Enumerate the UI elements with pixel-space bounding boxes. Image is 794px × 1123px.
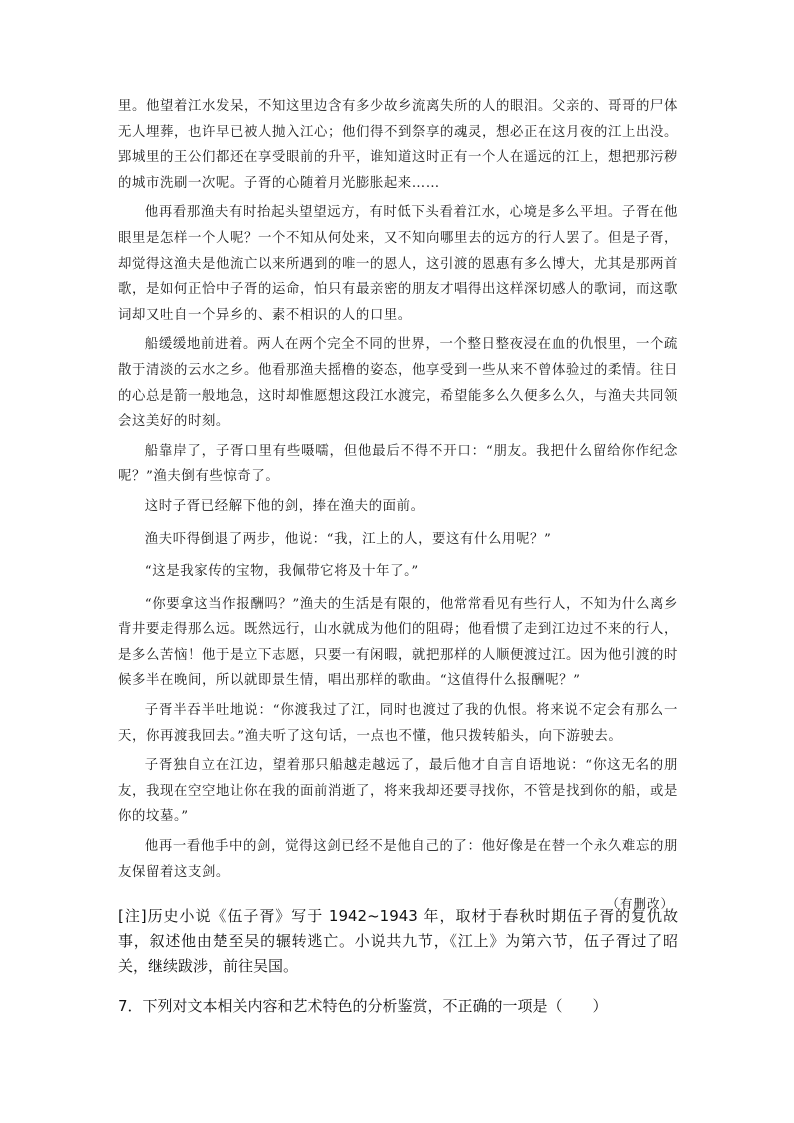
passage-paragraph-3: 船缓缓地前进着。两人在两个完全不同的世界，一个整日整夜浸在血的仇恨里，一个疏散于清淡的云水之乡。他看那渔夫摇橹的姿态，他享受到一些从来不曾体验过的柔情。往日的心总是箭一般地急，这时却惟愿想这段江水渡完，希望能多么久便多么久，与渔夫共同领会这美好的时刻。 [118,337,678,430]
annotation-note: [注]历史小说《伍子胥》写于 1942~1943 年，取材于春秋时期伍子胥的复仇故事，叙述他由楚至吴的辗转逃亡。小说共九节，《江上》为第六节，伍子胥过了昭关，继续跋涉，前往吴国。 [118,907,678,975]
question-7: 7．下列对文本相关内容和艺术特色的分析鉴赏，不正确的一项是（ ） [118,997,608,1015]
passage-body [118,94,678,917]
source-note: （有删改） [606,896,674,912]
passage-paragraph-8: “你要拿这当作报酬吗？”渔夫的生活是有限的，他常常看见有些行人，不知为什么离乡背井要走得那么远。既然远行，山水就成为他们的阻碍；他看惯了走到江边过不来的行人，是多么苦恼！他于是立下志愿，只要一有闲暇，就把那样的人顺便渡过江。因为他引渡的时候多半在晚间，所以就即景生情，唱出那样的歌曲。“这值得什么报酬呢？” [118,596,678,689]
passage-paragraph-7: “这是我家传的宝物，我佩带它将及十年了。” [144,564,419,580]
passage-paragraph-2: 他再看那渔夫有时抬起头望望远方，有时低下头看着江水，心境是多么平坦。子胥在他眼里是怎样一个人呢？一个不知从何处来，又不知向哪里去的远方的行人罢了。但是子胥，却觉得这渔夫是他流亡以来所遇到的唯一的恩人，这引渡的恩惠有多么博大，尤其是那两首歌，是如何正恰中子胥的运命，怕只有最亲密的朋友才唱得出这样深切感人的歌词，而这歌词却又吐自一个异乡的、素不相识的人的口里。 [118,205,678,323]
passage-paragraph-5: 这时子胥已经解下他的剑，捧在渔夫的面前。 [144,498,425,514]
passage-paragraph-11: 他再一看他手中的剑，觉得这剑已经不是他自己的了：他好像是在替一个永久难忘的朋友保留着这支剑。 [118,839,678,880]
passage-paragraph-10: 子胥独自立在江边，望着那只船越走越远了，最后他才自言自语地说：“你这无名的朋友，我现在空空地让你在我的面前消逝了，将来我却还要寻找你，不管是找到你的船，或是你的坟墓。” [118,758,678,825]
passage-paragraph-4: 船靠岸了，子胥口里有些嗫嚅，但他最后不得不开口：“朋友。我把什么留给你作纪念呢？”渔夫倒有些惊奇了。 [118,443,678,485]
passage-paragraph-9: 子胥半吞半吐地说：“你渡我过了江，同时也渡过了我的仇恨。将来说不定会有那么一天，你再渡我回去。”渔夫听了这句话，一点也不懂，他只拨转船头，向下游驶去。 [118,703,678,744]
passage-paragraph-6: 渔夫吓得倒退了两步，他说：“我，江上的人，要这有什么用呢？” [144,531,552,547]
passage-paragraph-1: 里。他望着江水发呆，不知这里边含有多少故乡流离失所的人的眼泪。父亲的、哥哥的尸体无人埋葬，也许早已被人抛入江心；他们得不到祭享的魂灵，想必正在这月夜的江上出没。郢城里的王公们都还在享受眼前的升平，谁知道这时正有一个人在遥远的江上，想把那污秽的城市洗刷一次呢。子胥的心随着月光膨胀起来…… [118,99,678,191]
